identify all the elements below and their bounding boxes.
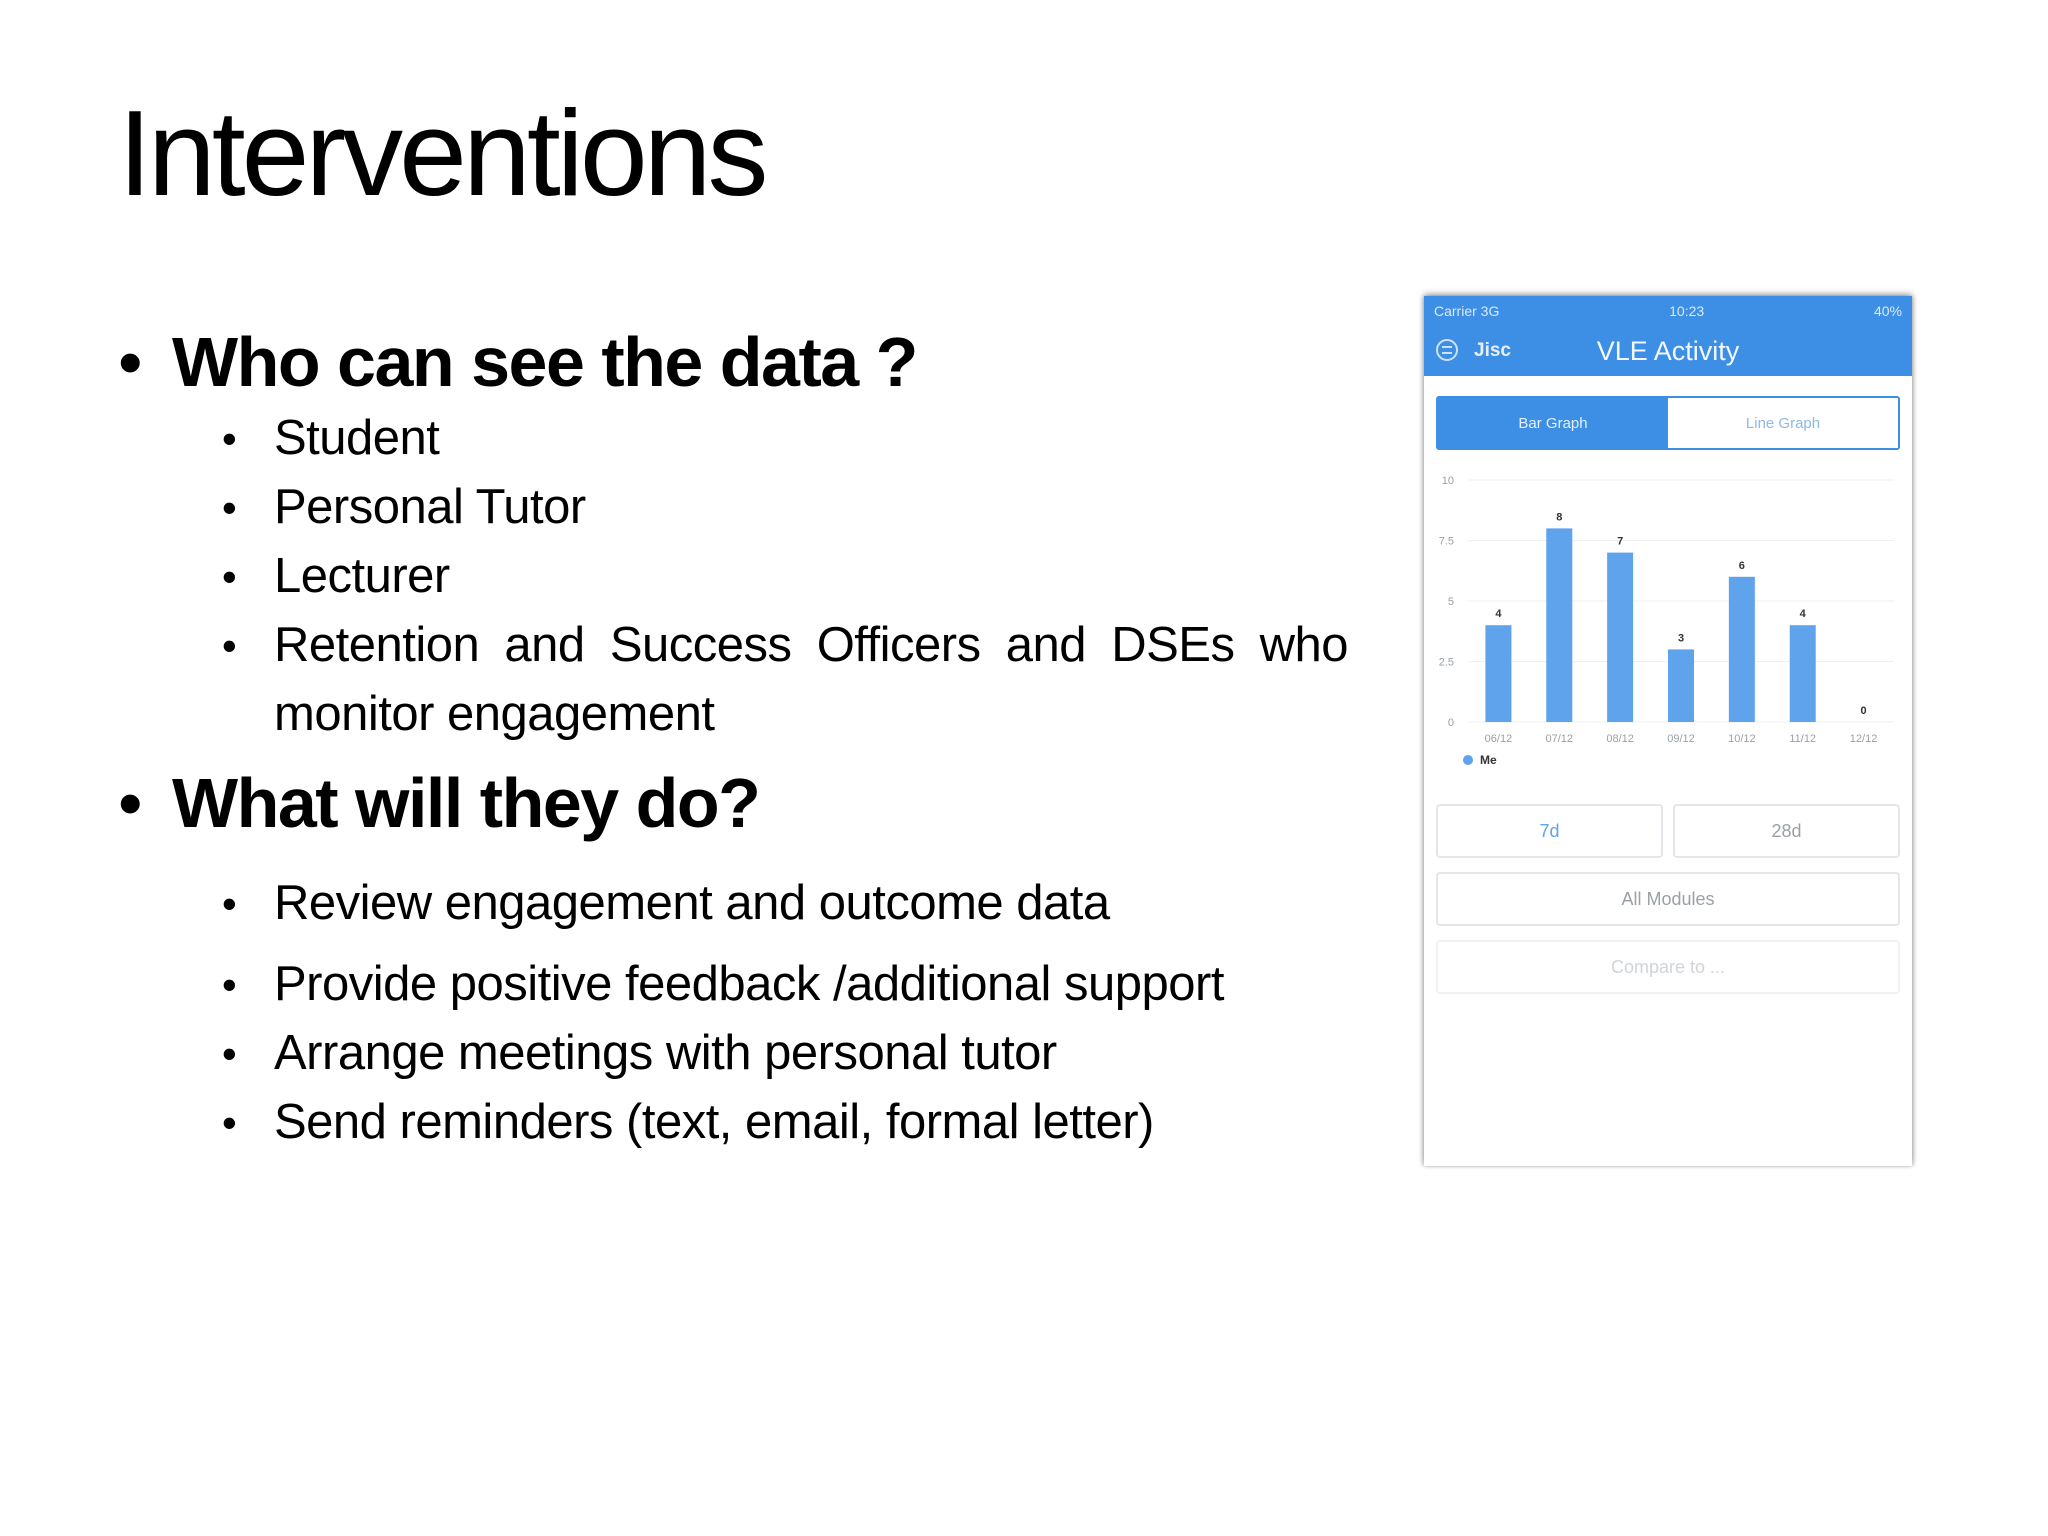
y-tick-label: 2.5 <box>1438 656 1454 669</box>
bullet-icon: • <box>222 961 237 1008</box>
x-tick-label: 12/12 <box>1849 733 1878 745</box>
list-item <box>118 1088 1348 1157</box>
slide-title: Interventions <box>118 85 765 221</box>
list-item-text: Send reminders (text, email, formal letter) <box>274 1095 1154 1149</box>
period-7d-button[interactable]: 7d <box>1436 804 1663 858</box>
list-item <box>118 404 1348 473</box>
tab-line-graph[interactable]: Line Graph <box>1668 398 1898 448</box>
bullet-icon: • <box>222 880 237 927</box>
list-item-text: Arrange meetings with personal tutor <box>274 1026 1057 1080</box>
legend-label: Me <box>1480 753 1497 767</box>
bullet-icon: • <box>222 622 237 669</box>
tab-bar-graph[interactable]: Bar Graph <box>1438 398 1668 448</box>
y-tick-label: 0 <box>1447 717 1454 729</box>
bar <box>1790 625 1816 722</box>
heading-text: Who can see the data ? <box>172 323 917 401</box>
heading-what-will-they-do <box>118 761 1348 845</box>
period-28d-button[interactable]: 28d <box>1673 804 1900 858</box>
status-battery: 40% <box>1873 303 1902 319</box>
list-item-text: Provide positive feedback /additional support <box>274 957 1224 1011</box>
bullet-content <box>118 320 1348 1157</box>
y-tick-label: 5 <box>1447 596 1454 608</box>
menu-icon[interactable] <box>1436 339 1458 361</box>
bar-chart-svg <box>1424 464 1912 784</box>
status-bar <box>1424 296 1912 326</box>
bar <box>1485 625 1511 722</box>
bullet-icon: • <box>222 415 237 462</box>
bar-value-label: 3 <box>1677 632 1685 645</box>
bullet-icon: • <box>222 553 237 600</box>
x-tick-label: 08/12 <box>1606 733 1634 745</box>
list-item <box>118 473 1348 542</box>
status-time: 10:23 <box>1669 303 1705 319</box>
x-tick-label: 10/12 <box>1728 733 1756 745</box>
x-tick-label: 09/12 <box>1667 733 1695 745</box>
x-tick-label: 07/12 <box>1545 733 1574 745</box>
brand-label: Jisc <box>1474 340 1511 361</box>
y-tick-label: 10 <box>1441 475 1454 487</box>
status-carrier: Carrier 3G <box>1434 303 1500 319</box>
bar-value-label: 4 <box>1495 608 1502 621</box>
bar-value-label: 7 <box>1617 535 1624 548</box>
vle-activity-chart <box>1424 464 1912 784</box>
list-item <box>118 1019 1348 1088</box>
bar <box>1668 649 1694 722</box>
heading-text: What will they do? <box>172 764 760 842</box>
bullet-icon: • <box>118 323 142 401</box>
list-item-text: Review engagement and outcome data <box>274 876 1110 930</box>
graph-type-toggle <box>1436 396 1900 450</box>
bullet-icon: • <box>222 484 237 531</box>
bar <box>1546 528 1572 722</box>
heading-who-can-see <box>118 320 1348 404</box>
list-item-text: Retention and Success Officers and DSEs who monitor engagement <box>274 618 1348 741</box>
bar-value-label: 4 <box>1799 608 1806 621</box>
list-item <box>118 950 1348 1019</box>
bar-value-label: 6 <box>1738 559 1745 572</box>
phone-screenshot <box>1424 296 1912 1166</box>
bar <box>1607 553 1633 722</box>
all-modules-button[interactable]: All Modules <box>1436 872 1900 926</box>
screen-title: VLE Activity <box>1596 335 1740 366</box>
period-buttons <box>1436 804 1900 858</box>
bullet-icon: • <box>118 764 142 842</box>
y-tick-label: 7.5 <box>1438 535 1454 548</box>
bullet-icon: • <box>222 1099 237 1146</box>
list-item <box>118 611 1348 749</box>
list-item-text: Lecturer <box>274 549 450 603</box>
list-item <box>118 542 1348 611</box>
legend-marker <box>1463 755 1473 765</box>
list-item-text: Personal Tutor <box>274 480 586 534</box>
list-item <box>118 869 1348 938</box>
x-tick-label: 06/12 <box>1484 733 1513 745</box>
x-tick-label: 11/12 <box>1789 733 1817 745</box>
list-item-text: Student <box>274 411 440 465</box>
bullet-icon: • <box>222 1030 237 1077</box>
compare-to-button[interactable]: Compare to ... <box>1436 940 1900 994</box>
bar-value-label: 0 <box>1860 705 1867 717</box>
bar-value-label: 8 <box>1556 511 1563 524</box>
nav-bar <box>1424 326 1912 376</box>
bar <box>1729 577 1755 722</box>
